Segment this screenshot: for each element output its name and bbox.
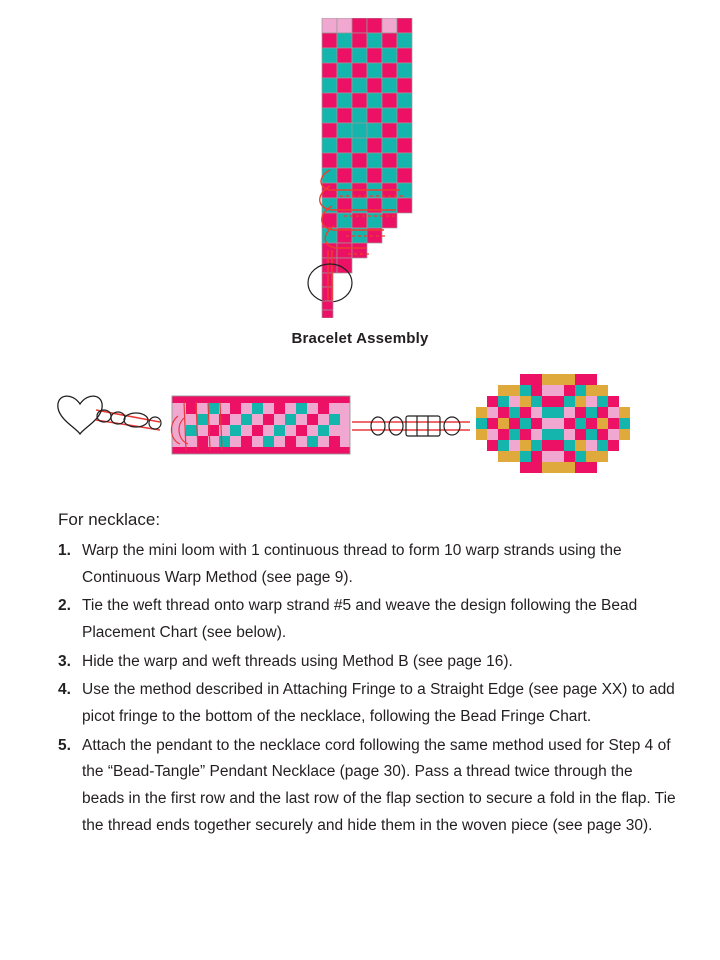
list-item [58, 593, 678, 646]
bracelet-bead-grid [322, 18, 412, 301]
list-item [58, 538, 678, 591]
list-item [58, 649, 678, 676]
heart-clasp-icon [58, 396, 102, 434]
step-number: 4. [58, 681, 71, 699]
instruction-steps-list [58, 538, 678, 839]
bracelet-assembly-caption: Bracelet Assembly [291, 330, 429, 347]
step-number: 3. [58, 652, 71, 670]
necklace-pendant [476, 374, 630, 473]
step-text: Tie the weft thread onto warp strand #5 and weave the design following the Bead Placement Chart (see below). [82, 597, 638, 641]
necklace-woven-band [172, 396, 350, 454]
cord-beads-left [97, 410, 161, 429]
instructions-block [58, 510, 678, 841]
list-item [58, 677, 678, 730]
step-number: 5. [58, 736, 71, 754]
step-number: 1. [58, 542, 71, 559]
bracelet-assembly-diagram [0, 18, 720, 318]
necklace-spacer-beads [371, 416, 460, 436]
step-number: 2. [58, 597, 71, 615]
step-text: Hide the warp and weft threads using Method B (see page 16). [82, 652, 513, 670]
instructions-intro: For necklace: [58, 510, 161, 529]
list-item [58, 733, 678, 840]
bracelet-fringe-end [322, 301, 333, 318]
necklace-assembly-diagram [0, 358, 720, 498]
step-text: Warp the mini loom with 1 continuous thread to form 10 warp strands using the Continuous Warp Method (see page 9). [82, 542, 622, 586]
step-text: Use the method described in Attaching Fringe to a Straight Edge (see page XX) to add picot fringe to the bottom of the necklace, following the Bead Fringe Chart. [82, 681, 675, 725]
step-text: Attach the pendant to the necklace cord following the same method used for Step 4 of the “Bead-Tangle” Pendant Necklace (page 30). Pass a thread twice through the beads in the first row and the last row of the flap section to secure a fold in the flap. Tie the thread ends together securely and hide them in the woven piece (see page 30). [82, 736, 676, 834]
